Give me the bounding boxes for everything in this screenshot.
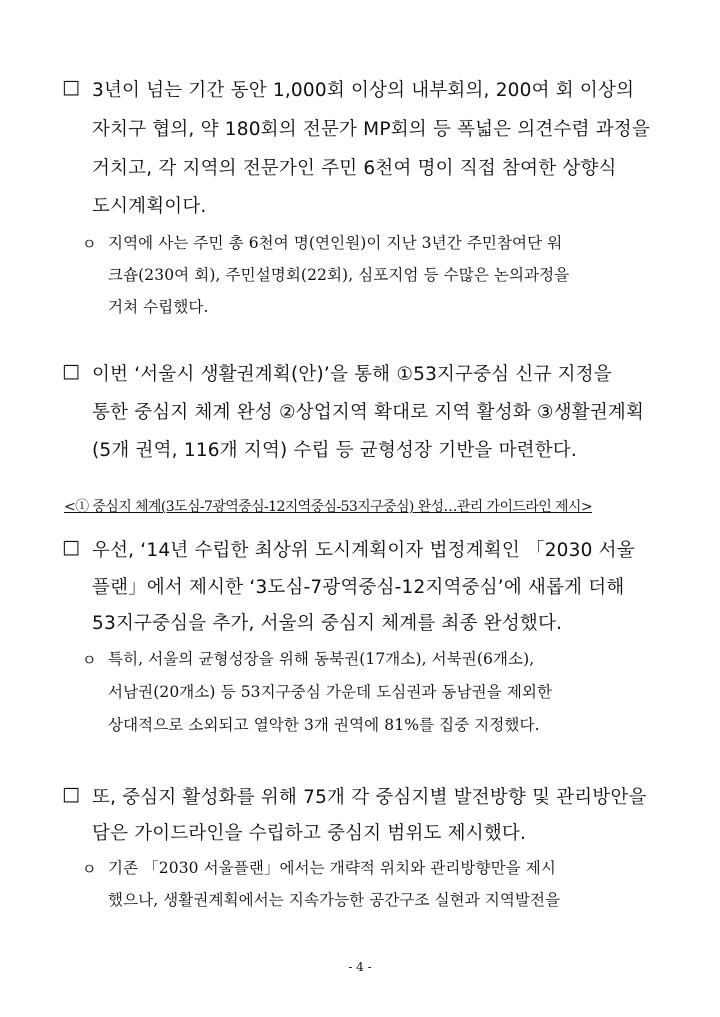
paragraph-2-line-1: 이번 ‘서울시 생활권계획(안)’을 통해 ①53지구중심 신규 지정을 (92, 364, 612, 385)
circle-bullet-icon: ㅇ (82, 651, 97, 669)
paragraph-4-line-1: 또, 중심지 활성화를 위해 75개 각 중심지별 발전방향 및 관리방안을 (92, 787, 647, 808)
circle-bullet-icon: ㅇ (82, 235, 97, 253)
paragraph-1-line-2: 자치구 협의, 약 180회의 전문가 MP회의 등 폭넓은 의견수렴 과정을 (92, 119, 650, 140)
paragraph-2-line-2: 통한 중심지 체계 완성 ②상업지역 확대로 지역 활성화 ③생활권계획 (92, 402, 645, 423)
section-header: <① 중심지 체계(3도심-7광역중심-12지역중심-53지구중심) 완성…관리 가이드라인 제시> (64, 499, 592, 515)
paragraph-1-line-3: 거치고, 각 지역의 전문가인 주민 6천여 명이 직접 참여한 상향식 (92, 158, 617, 179)
paragraph-3-sub-line-3: 상대적으로 소외되고 열악한 3개 권역에 81%를 집중 지정했다. (108, 716, 540, 734)
paragraph-3-sub-line-1: 특히, 서울의 균형성장을 위해 동북권(17개소), 서북권(6개소), (108, 650, 535, 668)
paragraph-4-sub-line-2: 했으나, 생활권계획에서는 지속가능한 공간구조 실현과 지역발전을 (108, 891, 561, 909)
square-bullet-icon: □ (62, 783, 80, 805)
paragraph-1-sub-line-1: 지역에 사는 주민 총 6천여 명(연인원)이 지난 3년간 주민참여단 워 (108, 234, 563, 252)
paragraph-3-line-3: 53지구중심을 추가, 서울의 중심지 체계를 최종 완성했다. (92, 613, 563, 634)
paragraph-1-sub-line-3: 거쳐 수립했다. (108, 298, 209, 316)
paragraph-3-line-2: 플랜」에서 제시한 ‘3도심-7광역중심-12지역중심’에 새롭게 더해 (92, 577, 625, 598)
square-bullet-icon: □ (62, 360, 80, 382)
paragraph-1-line-1: 3년이 넘는 기간 동안 1,000회 이상의 내부회의, 200여 회 이상의 (92, 80, 635, 101)
paragraph-4-sub-line-1: 기존 「2030 서울플랜」에서는 개략적 위치와 관리방향만을 제시 (108, 859, 556, 877)
square-bullet-icon: □ (62, 536, 80, 558)
square-bullet-icon: □ (62, 76, 80, 98)
paragraph-4-line-2: 담은 가이드라인을 수립하고 중심지 범위도 제시했다. (92, 823, 527, 844)
paragraph-1-line-4: 도시계획이다. (92, 196, 207, 217)
paragraph-1-sub-line-2: 크숍(230여 회), 주민설명회(22회), 심포지엄 등 수많은 논의과정을 (108, 266, 570, 284)
paragraph-3-sub-line-2: 서남권(20개소) 등 53지구중심 가운데 도심권과 동남권을 제외한 (108, 683, 553, 701)
paragraph-3-line-1: 우선, ‘14년 수립한 최상위 도시계획이자 법정계획인 「2030 서울 (92, 540, 635, 561)
page-number: - 4 - (348, 960, 372, 974)
paragraph-2-line-3: (5개 권역, 116개 지역) 수립 등 균형성장 기반을 마련한다. (92, 440, 577, 461)
circle-bullet-icon: ㅇ (82, 860, 97, 878)
